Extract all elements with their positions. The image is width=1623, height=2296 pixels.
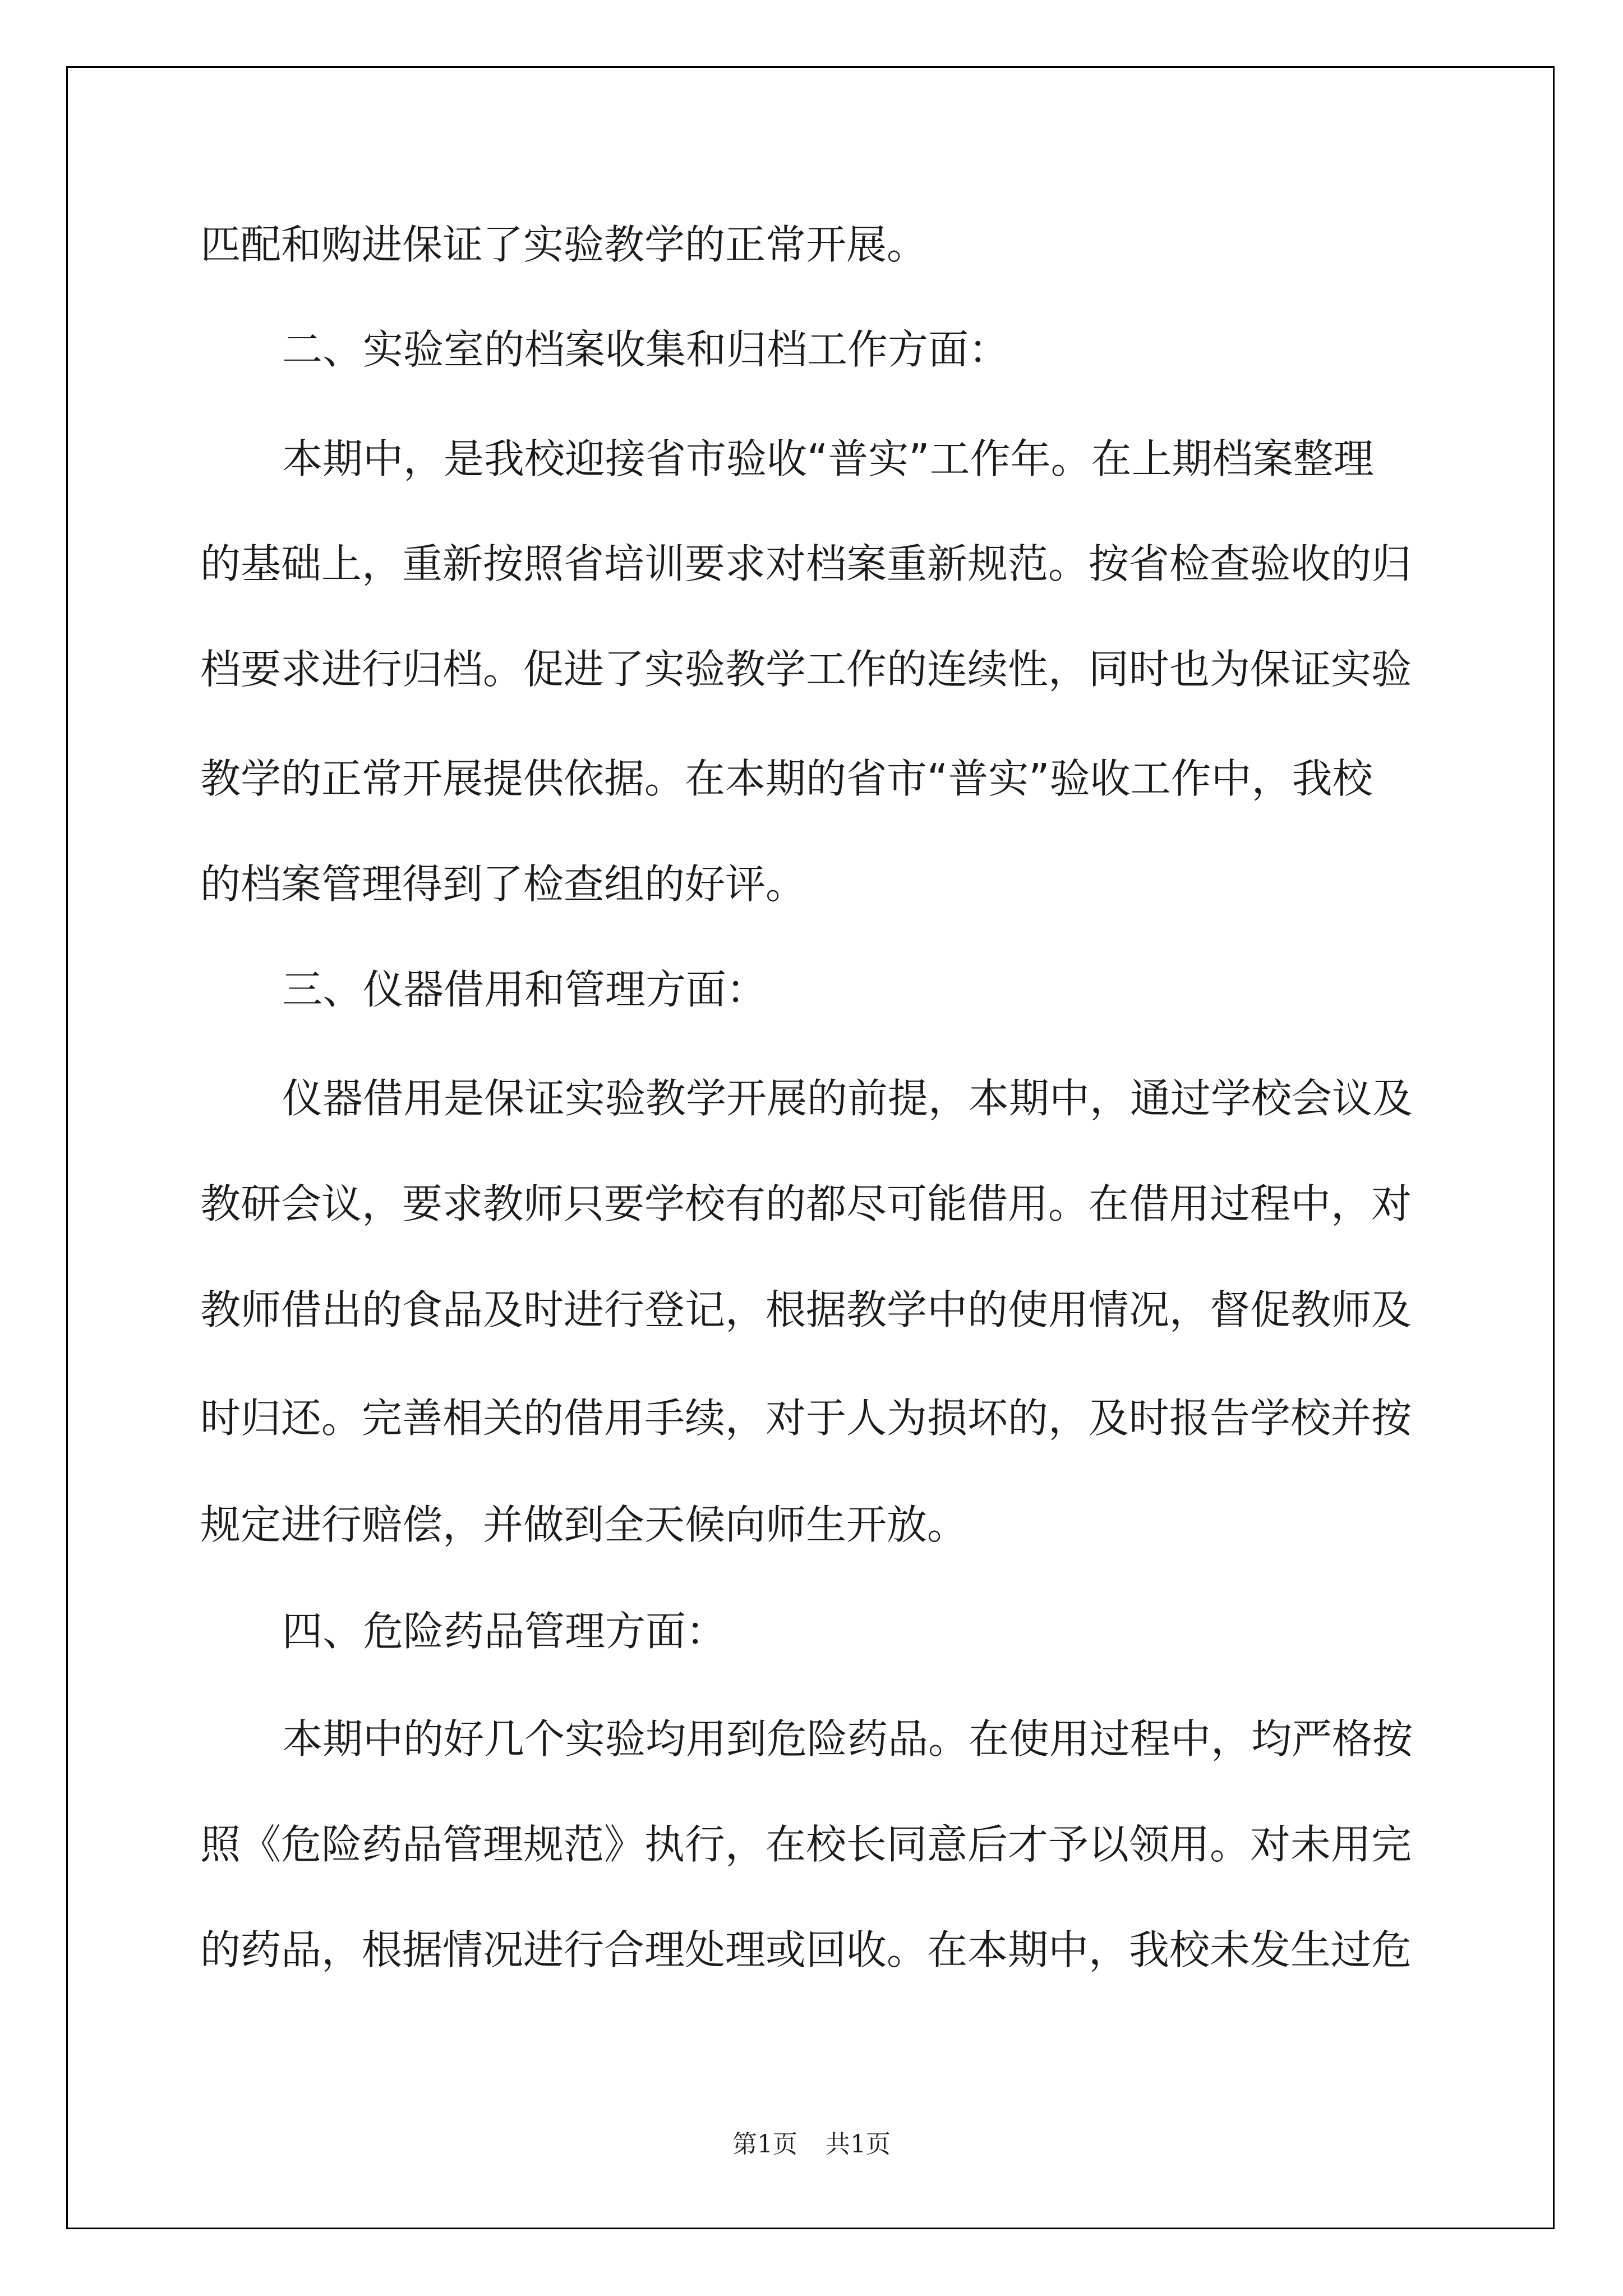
paragraph-line: 教学的正常开展提供依据。在本期的省市“普实”验收工作中，我校 xyxy=(200,755,1373,802)
section-heading-instruments: 三、仪器借用和管理方面： xyxy=(282,966,767,1013)
paragraph-line: 本期中，是我校迎接省市验收“普实”工作年。在上期档案整理 xyxy=(282,435,1374,482)
paragraph-line: 的药品，根据情况进行合理处理或回收。在本期中，我校未发生过危 xyxy=(200,1926,1412,1973)
paragraph-line: 教师借出的食品及时进行登记，根据教学中的使用情况，督促教师及 xyxy=(200,1286,1412,1333)
paragraph-line: 的档案管理得到了检查组的好评。 xyxy=(200,861,806,908)
paragraph-line: 本期中的好几个实验均用到危险药品。在使用过程中，均严格按 xyxy=(282,1715,1413,1763)
page-number: 第1页 xyxy=(732,2130,797,2159)
page-total: 共1页 xyxy=(826,2130,891,2159)
section-heading-hazardous: 四、危险药品管理方面： xyxy=(282,1608,727,1655)
paragraph-line: 照《危险药品管理规范》执行，在校长同意后才予以领用。对未用完 xyxy=(200,1821,1412,1868)
paragraph-line: 规定进行赔偿，并做到全天候向师生开放。 xyxy=(200,1501,968,1548)
section-heading-archives: 二、实验室的档案收集和归档工作方面： xyxy=(282,326,1009,373)
paragraph-line: 时归还。完善相关的借用手续，对于人为损坏的，及时报告学校并按 xyxy=(200,1395,1412,1442)
page-footer xyxy=(0,2129,1623,2160)
paragraph-line: 的基础上，重新按照省培训要求对档案重新规范。按省检查验收的归 xyxy=(200,540,1412,587)
paragraph-line: 教研会议，要求教师只要学校有的都尽可能借用。在借用过程中，对 xyxy=(200,1180,1412,1227)
text-line-1: 匹配和购进保证了实验教学的正常开展。 xyxy=(200,221,928,268)
paragraph-line: 仪器借用是保证实验教学开展的前提，本期中，通过学校会议及 xyxy=(282,1075,1413,1122)
page-border xyxy=(66,66,1555,2229)
paragraph-line: 档要求进行归档。促进了实验教学工作的连续性，同时也为保证实验 xyxy=(200,646,1412,693)
